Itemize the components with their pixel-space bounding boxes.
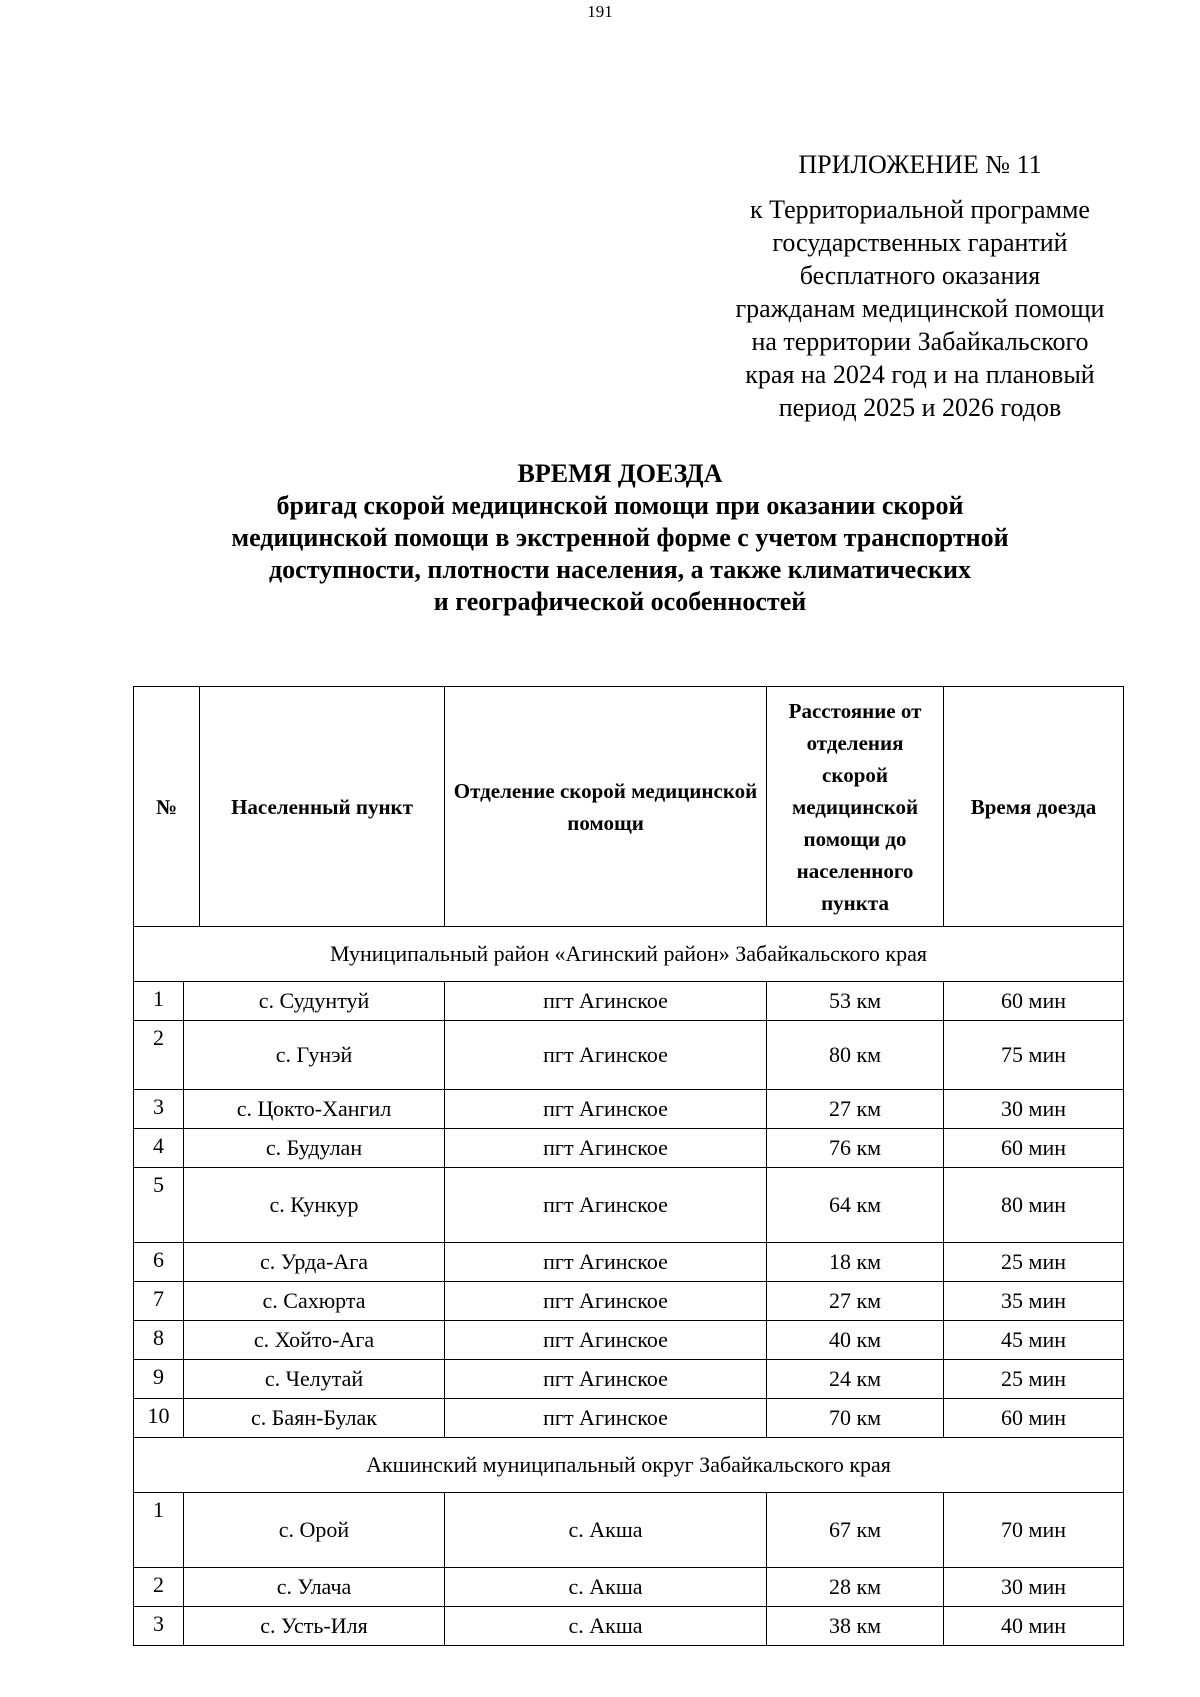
row-num: 2 [134,1568,184,1607]
row-num: 2 [134,1021,184,1090]
row-department: пгт Агинское [445,1168,767,1243]
header-department: Отделение скорой медицинской помощи [445,687,767,927]
row-settlement: с. Цокто-Хангил [184,1090,445,1129]
row-num: 7 [134,1282,184,1321]
row-distance: 28 км [767,1568,944,1607]
appendix-line: период 2025 и 2026 годов [778,393,1062,422]
header-row [134,687,1124,927]
title-main: ВРЕМЯ ДОЕЗДА [517,459,723,488]
row-settlement: с. Судунтуй [184,982,445,1021]
row-settlement: с. Улача [184,1568,445,1607]
row-department: пгт Агинское [445,1129,767,1168]
row-time: 40 мин [944,1607,1124,1646]
header-time: Время доезда [944,687,1124,927]
row-time: 60 мин [944,982,1124,1021]
section-title: Муниципальный район «Агинский район» Забайкальского края [134,927,1124,982]
row-distance: 24 км [767,1360,944,1399]
section-row [134,927,1124,982]
row-department: пгт Агинское [445,1321,767,1360]
header-num: № [134,687,200,927]
appendix-line: бесплатного оказания [799,261,1041,290]
row-distance: 80 км [767,1021,944,1090]
row-num: 10 [134,1399,184,1438]
row-num: 3 [134,1607,184,1646]
table-row [134,1282,1124,1321]
row-department: пгт Агинское [445,1282,767,1321]
table-row [134,982,1124,1021]
row-distance: 67 км [767,1493,944,1568]
row-distance: 64 км [767,1168,944,1243]
row-num: 4 [134,1129,184,1168]
row-time: 60 мин [944,1399,1124,1438]
title-line: медицинской помощи в экстренной форме с учетом транспортной [231,523,1009,552]
travel-time-table [133,686,1124,1646]
row-time: 45 мин [944,1321,1124,1360]
row-settlement: с. Усть-Иля [184,1607,445,1646]
row-distance: 76 км [767,1129,944,1168]
document-title [180,458,1060,618]
row-department: с. Акша [445,1568,767,1607]
table-row [134,1360,1124,1399]
appendix-block [700,148,1140,424]
row-num: 9 [134,1360,184,1399]
row-distance: 18 км [767,1243,944,1282]
row-department: пгт Агинское [445,1360,767,1399]
section-title: Акшинский муниципальный округ Забайкальского края [134,1438,1124,1493]
row-distance: 40 км [767,1321,944,1360]
row-num: 6 [134,1243,184,1282]
row-distance: 38 км [767,1607,944,1646]
table-row [134,1493,1124,1568]
table-row [134,1321,1124,1360]
row-settlement: с. Сахюрта [184,1282,445,1321]
table-row [134,1129,1124,1168]
row-settlement: с. Кункур [184,1168,445,1243]
table-row [134,1090,1124,1129]
row-time: 25 мин [944,1243,1124,1282]
section-row [134,1438,1124,1493]
row-settlement: с. Хойто-Ага [184,1321,445,1360]
row-settlement: с. Орой [184,1493,445,1568]
row-distance: 53 км [767,982,944,1021]
appendix-line: гражданам медицинской помощи [735,294,1105,323]
table-row [134,1399,1124,1438]
title-line: и географической особенностей [433,587,807,616]
row-num: 3 [134,1090,184,1129]
row-num: 1 [134,1493,184,1568]
row-department: пгт Агинское [445,1243,767,1282]
row-settlement: с. Будулан [184,1129,445,1168]
table-row [134,1021,1124,1090]
row-time: 80 мин [944,1168,1124,1243]
row-time: 25 мин [944,1360,1124,1399]
row-time: 70 мин [944,1493,1124,1568]
title-line: доступности, плотности населения, а также климатических [269,555,971,584]
header-distance: Расстояние от отделения скорой медицинской помощи до населенного пункта [767,687,944,927]
row-settlement: с. Баян-Булак [184,1399,445,1438]
table-row [134,1607,1124,1646]
appendix-line: государственных гарантий [772,228,1068,257]
row-distance: 70 км [767,1399,944,1438]
header-settlement: Населенный пункт [200,687,445,927]
page-number: 191 [587,2,613,21]
row-distance: 27 км [767,1090,944,1129]
row-department: пгт Агинское [445,1021,767,1090]
appendix-title: ПРИЛОЖЕНИЕ № 11 [798,150,1042,179]
row-settlement: с. Челутай [184,1360,445,1399]
table-row [134,1568,1124,1607]
table-row [134,1168,1124,1243]
appendix-line: края на 2024 год и на плановый [745,360,1095,389]
row-time: 60 мин [944,1129,1124,1168]
row-time: 30 мин [944,1090,1124,1129]
row-department: с. Акша [445,1607,767,1646]
appendix-line: к Территориальной программе [750,195,1090,224]
row-department: с. Акша [445,1493,767,1568]
row-num: 8 [134,1321,184,1360]
title-line: бригад скорой медицинской помощи при оказании скорой [276,491,964,520]
row-num: 5 [134,1168,184,1243]
row-department: пгт Агинское [445,1090,767,1129]
row-num: 1 [134,982,184,1021]
row-distance: 27 км [767,1282,944,1321]
row-settlement: с. Урда-Ага [184,1243,445,1282]
row-time: 35 мин [944,1282,1124,1321]
row-time: 75 мин [944,1021,1124,1090]
row-settlement: с. Гунэй [184,1021,445,1090]
row-department: пгт Агинское [445,1399,767,1438]
row-department: пгт Агинское [445,982,767,1021]
appendix-line: на территории Забайкальского [751,327,1089,356]
table-row [134,1243,1124,1282]
row-time: 30 мин [944,1568,1124,1607]
